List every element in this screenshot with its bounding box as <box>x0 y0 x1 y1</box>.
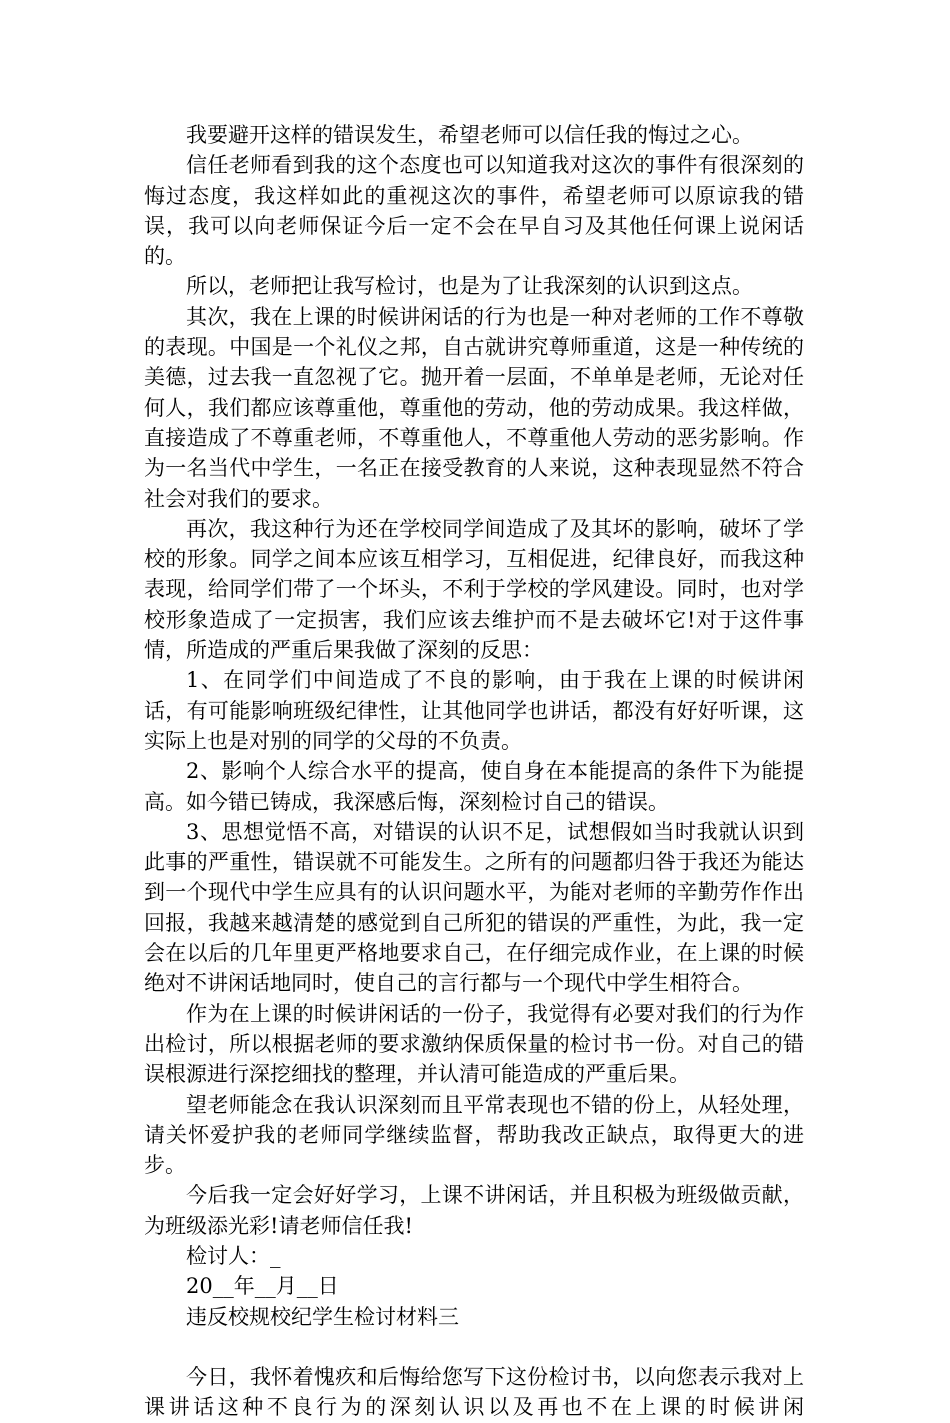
paragraph: 2、影响个人综合水平的提高，使自身在本能提高的条件下为能提高。如今错已铸成，我深感后悔，深刻检讨自己的错误。 <box>144 759 804 814</box>
paragraph: 其次，我在上课的时候讲闲话的行为也是一种对老师的工作不尊敬的表现。中国是一个礼仪之邦，自古就讲究尊师重道，这是一种传统的美德，过去我一直忽视了它。抛开着一层面，不单单是老师，无论对任何人，我们都应该尊重他，尊重他的劳动，他的劳动成果。我这样做，直接造成了不尊重老师，不尊重他人，不尊重他人劳动的恶劣影响。作为一名当代中学生，一名正在接受教育的人来说，这种表现显然不符合社会对我们的要求。 <box>144 304 804 511</box>
paragraph: 作为在上课的时候讲闲话的一份子，我觉得有必要对我们的行为作出检讨，所以根据老师的要求激纳保质保量的检讨书一份。对自己的错误根源进行深挖细找的整理，并认清可能造成的严重后果。 <box>144 1001 804 1087</box>
paragraph: 所以，老师把让我写检讨，也是为了让我深刻的认识到这点。 <box>186 274 753 299</box>
section-title: 违反校规校纪学生检讨材料三 <box>186 1304 459 1329</box>
paragraph: 我要避开这样的错误发生，希望老师可以信任我的悔过之心。 <box>186 123 753 147</box>
signature-label: 检讨人：_ <box>186 1243 281 1268</box>
date-line: 20__年__月__日 <box>186 1274 339 1299</box>
document-body <box>144 120 804 1423</box>
paragraph: 3、思想觉悟不高，对错误的认识不足，试想假如当时我就认识到此事的严重性，错误就不可能发生。之所有的问题都归咎于我还为能达到一个现代中学生应具有的认识问题水平，为能对老师的辛勤劳作作出回报，我越来越清楚的感觉到自己所犯的错误的严重性，为此，我一定会在以后的几年里更严格地要求自己，在仔细完成作业，在上课的时候绝对不讲闲话地同时，使自己的言行都与一个现代中学生相符合。 <box>144 819 804 996</box>
paragraph: 信任老师看到我的这个态度也可以知道我对这次的事件有很深刻的悔过态度，我这样如此的重视这次的事件，希望老师可以原谅我的错误，我可以向老师保证今后一定不会在早自习及其他任何课上说闲话的。 <box>144 153 804 269</box>
paragraph: 再次，我这种行为还在学校同学间造成了及其坏的影响，破坏了学校的形象。同学之间本应该互相学习，互相促进，纪律良好，而我这种表现，给同学们带了一个坏头，不利于学校的学风建设。同时，也对学校形象造成了一定损害，我们应该去维护而不是去破坏它!对于这件事情，所造成的严重后果我做了深刻的反思： <box>144 516 804 663</box>
blank-line <box>144 1332 804 1362</box>
paragraph: 望老师能念在我认识深刻而且平常表现也不错的份上，从轻处理，请关怀爱护我的老师同学继续监督，帮助我改正缺点，取得更大的进步。 <box>144 1092 804 1178</box>
paragraph: 1、在同学们中间造成了不良的影响，由于我在上课的时候讲闲话，有可能影响班级纪律性，让其他同学也讲话，都没有好好听课，这实际上也是对别的同学的父母的不负责。 <box>144 668 804 753</box>
paragraph: 今后我一定会好好学习，上课不讲闲话，并且积极为班级做贡献，为班级添光彩!请老师信任我! <box>144 1183 804 1238</box>
final-paragraph: 今日，我怀着愧疚和后悔给您写下这份检讨书，以向您表示我对上课讲话这种不良行为的深刻认识以及再也不在上课的时候讲闲 <box>144 1365 804 1420</box>
